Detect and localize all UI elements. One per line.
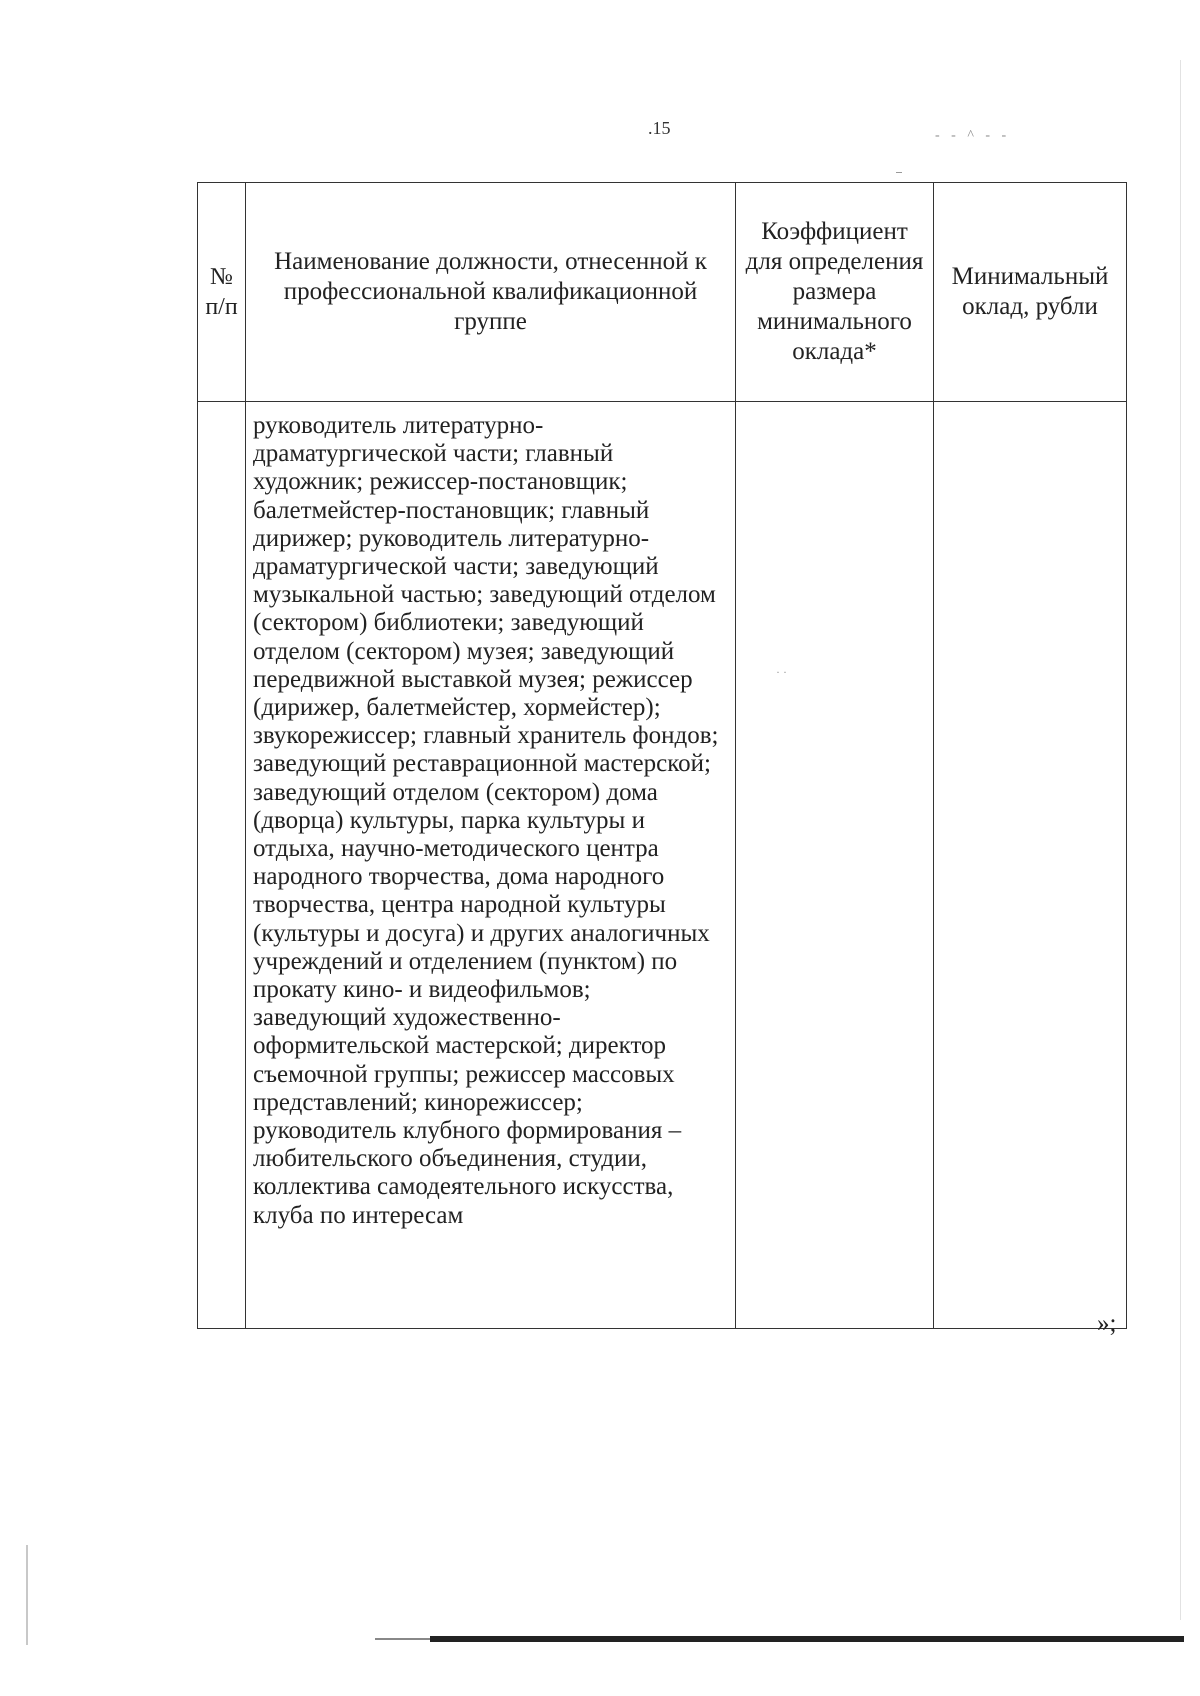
scan-artifact-dots: · ·	[776, 665, 787, 679]
scan-artifact-dot	[896, 172, 902, 173]
header-coefficient: Коэффициент для определения размера минимального оклада*	[736, 183, 934, 402]
scan-edge-left	[26, 1545, 28, 1645]
cell-number	[198, 402, 246, 1329]
header-number: № п/п	[198, 183, 246, 402]
scan-edge-bottom-faint	[375, 1638, 430, 1640]
table-header-row	[198, 183, 1127, 402]
page-number: .15	[648, 118, 671, 138]
scan-edge-right	[1180, 60, 1181, 1620]
scan-artifact-mark: - - ^ - -	[935, 128, 1011, 143]
cell-coefficient	[736, 402, 934, 1329]
table-row	[198, 402, 1127, 1329]
scan-edge-bottom	[430, 1636, 1184, 1642]
header-position-name: Наименование должности, отнесенной к профессиональной квалификационной группе	[246, 183, 736, 402]
closing-quote-mark: »;	[1097, 1310, 1117, 1337]
header-minimum-salary: Минимальный оклад, рубли	[934, 183, 1127, 402]
cell-minimum-salary	[934, 402, 1127, 1329]
qualification-table	[197, 182, 1127, 1329]
cell-position-name: руководитель литературно-драматургической части; главный художник; режиссер-постановщик; балетмейстер-постановщик; главный дирижер; руководитель литературно-драматургической части; заведующий музыкальной частью; заведующий отделом (сектором) библиотеки; заведующий отделом (сектором) музея; заведующий передвижной выставкой музея; режиссер (дирижер, балетмейстер, хормейстер); звукорежиссер; главный хранитель фондов; заведующий реставрационной мастерской; заведующий отделом (сектором) дома (дворца) культуры, парка культуры и отдыха, научно-методического центра народного творчества, дома народного творчества, центра народной культуры (культуры и досуга) и других аналогичных учреждений и отделением (пунктом) по прокату кино- и видеофильмов; заведующий художественно-оформительской мастерской; директор съемочной группы; режиссер массовых представлений; кинорежиссер; руководитель клубного формирования – любительского объединения, студии, коллектива самодеятельного искусства, клуба по интересам	[246, 402, 736, 1329]
